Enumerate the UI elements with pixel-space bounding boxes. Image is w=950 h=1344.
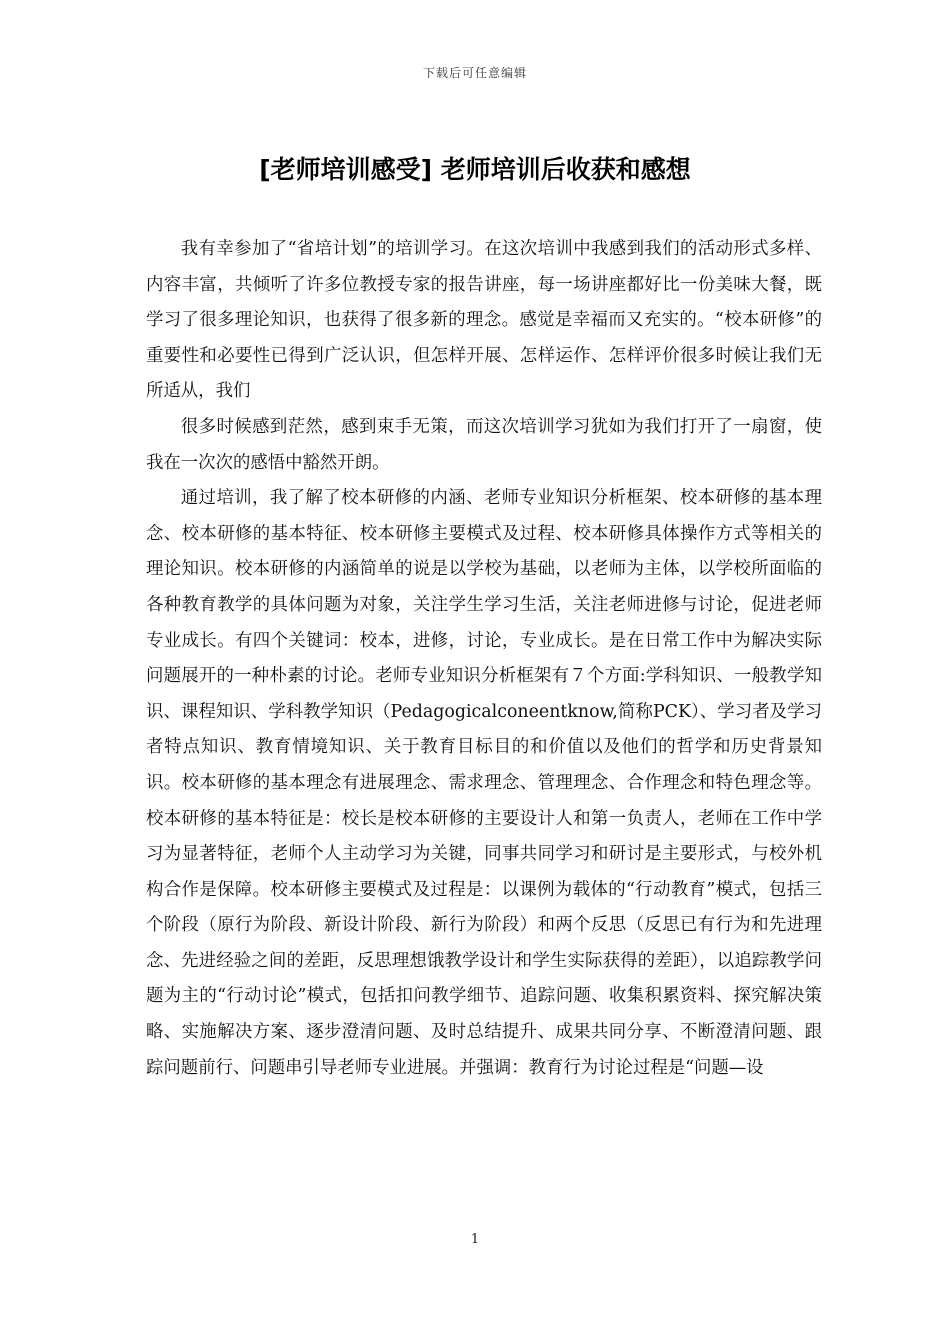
paragraph-1: 我有幸参加了“省培计划”的培训学习。在这次培训中我感到我们的活动形式多样、内容丰富，共倾听了许多位教授专家的报告讲座，每一场讲座都好比一份美味大餐，既学习了很多理论知识，也获得了很多新的理念。感觉是幸福而又充实的。“校本研修”的重要性和必要性已得到广泛认识，但怎样开展、怎样运作、怎样评价很多时候让我们无所适从，我们 bbox=[146, 239, 822, 402]
header-note: 下载后可任意编辑 bbox=[422, 66, 527, 80]
paragraph-2: 很多时候感到茫然，感到束手无策，而这次培训学习犹如为我们打开了一扇窗，使我在一次次的感悟中豁然开朗。 bbox=[146, 416, 822, 473]
document-title: [老师培训感受] 老师培训后收获和感想 bbox=[259, 155, 691, 184]
page-number: 1 bbox=[470, 1232, 480, 1247]
paragraph-3: 通过培训，我了解了校本研修的内涵、老师专业知识分析框架、校本研修的基本理念、校本研修的基本特征、校本研修主要模式及过程、校本研修具体操作方式等相关的理论知识。校本研修的内涵简单的说是以学校为基础，以老师为主体，以学校所面临的各种教育教学的具体问题为对象，关注学生学习生活，关注老师进修与讨论，促进老师专业成长。有四个关键词：校本，进修，讨论，专业成长。是在日常工作中为解决实际问题展开的一种朴素的讨论。老师专业知识分析框架有７个方面:学科知识、一般教学知识、课程知识、学科教学知识（Pedagogicalconeentknow,简称PCK）、学习者及学习者特点知识、教育情境知识、关于教育目标目的和价值以及他们的哲学和历史背景知识。校本研修的基本理念有进展理念、需求理念、管理理念、合作理念和特色理念等。校本研修的基本特征是：校长是校本研修的主要设计人和第一负责人，老师在工作中学习为显著特征，老师个人主动学习为关键，同事共同学习和研讨是主要形式，与校外机构合作是保障。校本研修主要模式及过程是：以课例为载体的“行动教育”模式，包括三个阶段（原行为阶段、新设计阶段、新行为阶段）和两个反思（反思已有行为和先进理念、先进经验之间的差距，反思理想饿教学设计和学生实际获得的差距），以追踪教学问题为主的“行动讨论”模式，包括扣问教学细节、追踪问题、收集积累资料、探究解决策略、实施解决方案、逐步澄清问题、及时总结提升、成果共同分享、不断澄清问题、跟踪问题前行、问题串引导老师专业进展。并强调：教育行为讨论过程是“问题—设 bbox=[146, 488, 822, 1078]
document-body bbox=[146, 232, 822, 1086]
